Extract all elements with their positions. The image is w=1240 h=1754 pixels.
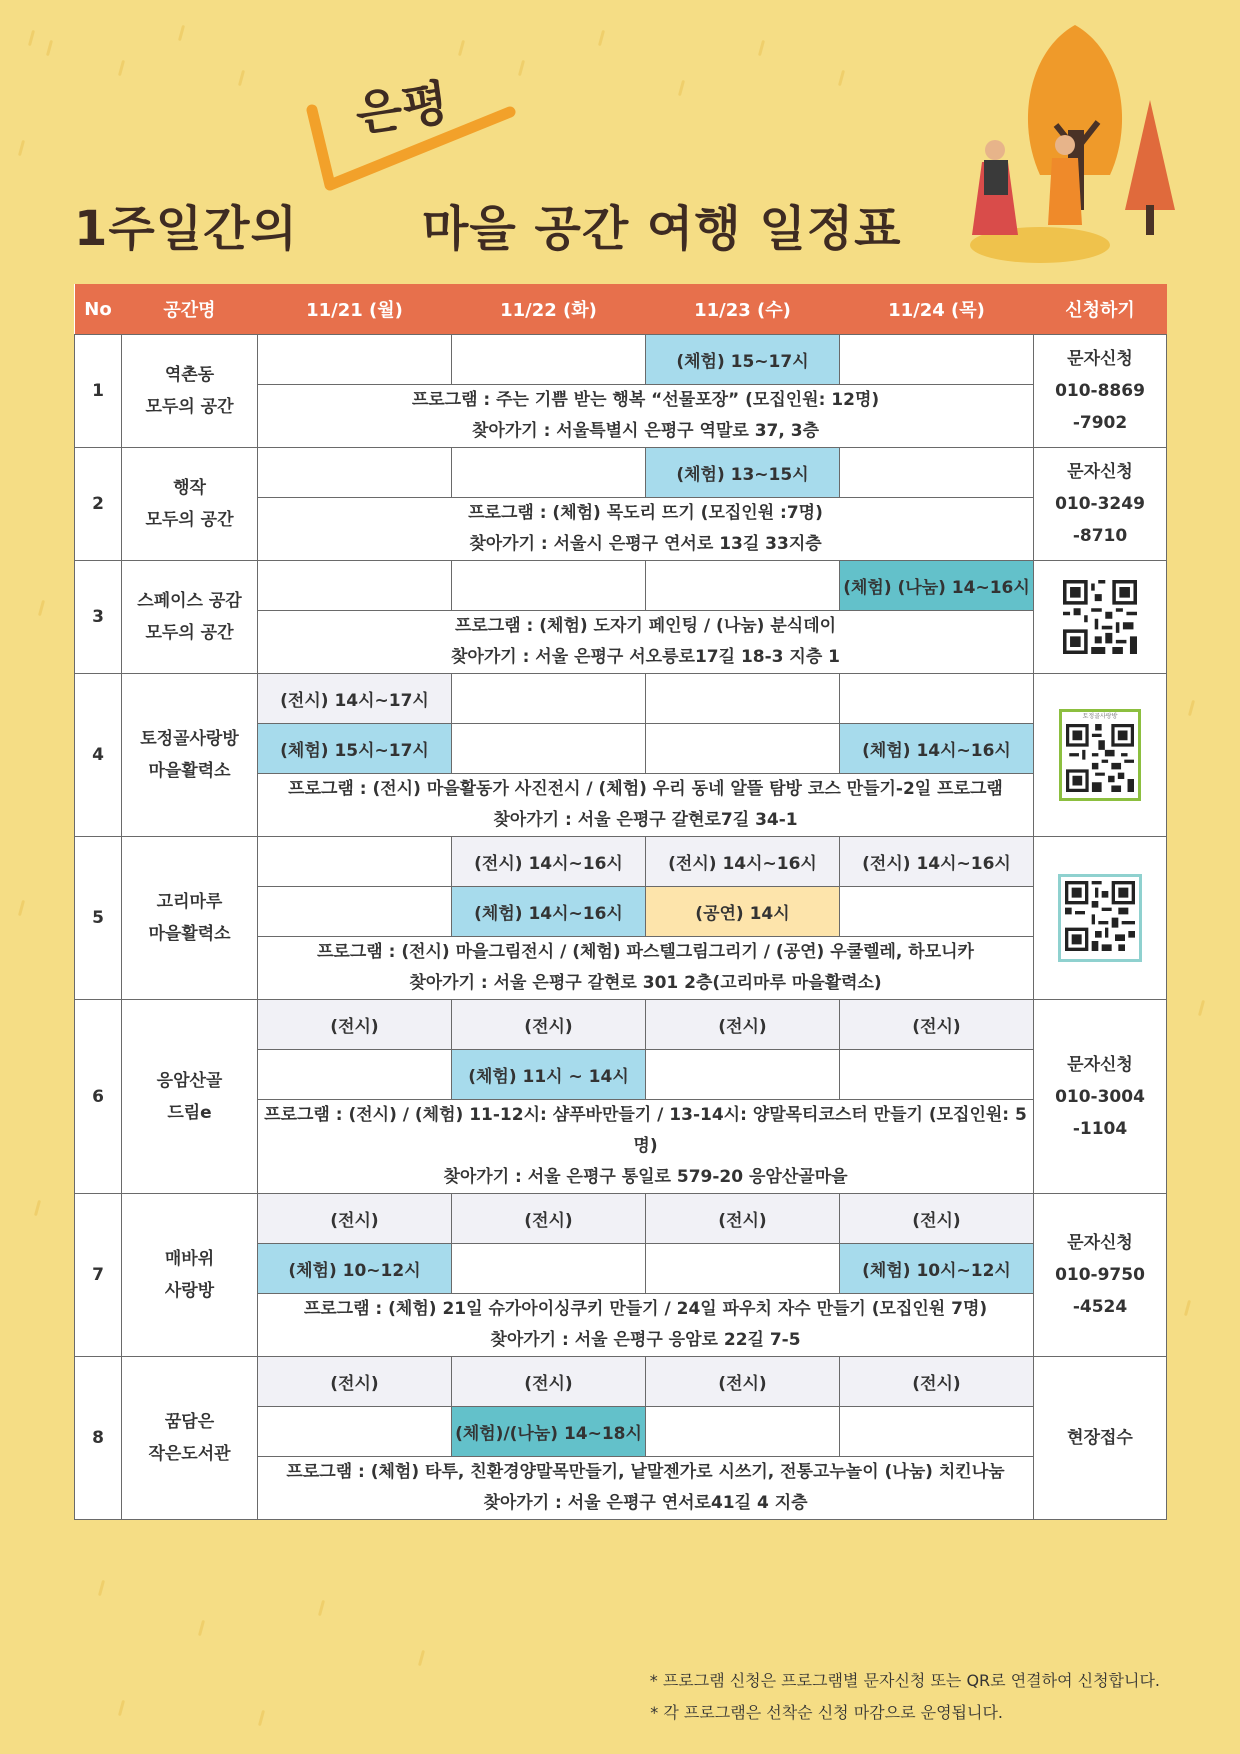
slot-cell: [452, 561, 646, 611]
footnote-apply: * 프로그램 신청은 프로그램별 문자신청 또는 QR로 연결하여 신청합니다.: [649, 1671, 1160, 1690]
apply-cell: [1034, 674, 1167, 837]
slot-cell: (체험) 13~15시: [646, 448, 840, 498]
space-name: 스페이스 공감 모두의 공간: [122, 561, 258, 674]
slot-cell: (전시): [646, 1194, 840, 1244]
program-cell: 프로그램 : (체험) 21일 슈가아이싱쿠키 만들기 / 24일 파우치 자수 만들기 (모집인원 7명) 찾아가기 : 서울 은평구 응암로 22길 7-5: [258, 1294, 1034, 1357]
row-no: 7: [75, 1194, 122, 1357]
slot-cell: [258, 448, 452, 498]
qr-code-icon[interactable]: [1059, 576, 1141, 658]
program-cell: 프로그램 : (전시) / (체험) 11-12시: 샴푸바만들기 / 13-14시: 양말목티코스터 만들기 (모집인원: 5명) 찾아가기 : 서울 은평구 통일로 579-20 응암산골마을: [258, 1100, 1034, 1194]
slot-cell: (전시) 14시~16시: [452, 837, 646, 887]
slot-cell: [452, 335, 646, 385]
slot-cell: [452, 724, 646, 774]
row-no: 1: [75, 335, 122, 448]
slot-cell: [646, 561, 840, 611]
slot-cell: (체험)/(나눔) 14~18시: [452, 1407, 646, 1457]
slot-cell: [258, 1407, 452, 1457]
slot-cell: (전시): [258, 1000, 452, 1050]
space-name: 매바위 사랑방: [122, 1194, 258, 1357]
slot-cell: (전시): [840, 1194, 1034, 1244]
slot-cell: (체험) 14시~16시: [452, 887, 646, 937]
slot-cell: (체험) 10~12시: [258, 1244, 452, 1294]
apply-cell: 문자신청 010-9750 -4524: [1034, 1194, 1167, 1357]
apply-cell: 문자신청 010-3004 -1104: [1034, 1000, 1167, 1194]
slot-cell: [258, 561, 452, 611]
slot-cell: (전시): [646, 1000, 840, 1050]
slot-cell: (전시): [840, 1000, 1034, 1050]
header-date-1121: 11/21 (월): [258, 284, 452, 335]
schedule-table: [74, 284, 1167, 1520]
slot-cell: [258, 1050, 452, 1100]
slot-cell: [840, 448, 1034, 498]
slot-cell: [452, 448, 646, 498]
program-cell: 프로그램 : (체험) 타투, 친환경양말목만들기, 낱말젠가로 시쓰기, 전통고누놀이 (나눔) 치킨나눔 찾아가기 : 서울 은평구 연서로41길 4 지층: [258, 1457, 1034, 1520]
title-left: 1주일간의: [74, 201, 298, 257]
slot-cell: (체험) 15~17시: [646, 335, 840, 385]
table-row: [75, 1194, 1167, 1244]
slot-cell: (전시): [452, 1000, 646, 1050]
table-row: [75, 674, 1167, 724]
slot-cell: (전시): [258, 1194, 452, 1244]
slot-cell: [840, 1050, 1034, 1100]
autumn-walk-illustration: [960, 10, 1190, 270]
table-row: [75, 448, 1167, 498]
slot-cell: (체험) (나눔) 14~16시: [840, 561, 1034, 611]
header-no: No: [75, 284, 122, 335]
space-name: 토정골사랑방 마을활력소: [122, 674, 258, 837]
table-row: [75, 335, 1167, 385]
slot-cell: (체험) 15시~17시: [258, 724, 452, 774]
slot-cell: [646, 724, 840, 774]
program-cell: 프로그램 : (전시) 마을활동가 사진전시 / (체험) 우리 동네 알뜰 탐방 코스 만들기-2일 프로그램 찾아가기 : 서울 은평구 갈현로7길 34-1: [258, 774, 1034, 837]
program-cell: 프로그램 : 주는 기쁨 받는 행복 “선물포장” (모집인원: 12명) 찾아가기 : 서울특별시 은평구 역말로 37, 3층: [258, 385, 1034, 448]
row-no: 3: [75, 561, 122, 674]
slot-cell: (체험) 10시~12시: [840, 1244, 1034, 1294]
header-space-name: 공간명: [122, 284, 258, 335]
apply-cell: 문자신청 010-8869 -7902: [1034, 335, 1167, 448]
table-row: [75, 561, 1167, 611]
slot-cell: (전시) 14시~17시: [258, 674, 452, 724]
slot-cell: [840, 335, 1034, 385]
qr-code-icon[interactable]: [1058, 874, 1142, 962]
space-name: 행작 모두의 공간: [122, 448, 258, 561]
program-cell: 프로그램 : (전시) 마을그림전시 / (체험) 파스텔그림그리기 / (공연) 우쿨렐레, 하모니카 찾아가기 : 서울 은평구 갈현로 301 2층(고리마루 마을활력소): [258, 937, 1034, 1000]
qr-label: 토정골사랑방: [1082, 713, 1118, 720]
space-name: 고리마루 마을활력소: [122, 837, 258, 1000]
footnote-firstcome: * 각 프로그램은 선착순 신청 마감으로 운영됩니다.: [650, 1703, 1003, 1722]
slot-cell: (전시): [840, 1357, 1034, 1407]
slot-cell: (전시) 14시~16시: [646, 837, 840, 887]
apply-cell: 현장접수: [1034, 1357, 1167, 1520]
slot-cell: (전시): [646, 1357, 840, 1407]
qr-code-icon[interactable]: [1059, 709, 1141, 801]
slot-cell: (전시): [452, 1194, 646, 1244]
table-header-row: [75, 284, 1167, 335]
slot-cell: [452, 1244, 646, 1294]
slot-cell: (전시): [452, 1357, 646, 1407]
slot-cell: [840, 674, 1034, 724]
table-row: [75, 837, 1167, 887]
slot-cell: [646, 674, 840, 724]
table-row: [75, 1357, 1167, 1407]
row-no: 6: [75, 1000, 122, 1194]
header-date-1124: 11/24 (목): [840, 284, 1034, 335]
slot-cell: [840, 1407, 1034, 1457]
apply-cell: [1034, 561, 1167, 674]
slot-cell: (전시) 14시~16시: [840, 837, 1034, 887]
header-apply: 신청하기: [1034, 284, 1167, 335]
row-no: 4: [75, 674, 122, 837]
title-right: 마을 공간 여행 일정표: [422, 201, 902, 257]
slot-cell: [258, 335, 452, 385]
space-name: 역촌동 모두의 공간: [122, 335, 258, 448]
header-date-1122: 11/22 (화): [452, 284, 646, 335]
space-name: 꿈담은 작은도서관: [122, 1357, 258, 1520]
slot-cell: [452, 674, 646, 724]
slot-cell: (체험) 14시~16시: [840, 724, 1034, 774]
table-row: [75, 1000, 1167, 1050]
slot-cell: [258, 887, 452, 937]
slot-cell: (공연) 14시: [646, 887, 840, 937]
slot-cell: (전시): [258, 1357, 452, 1407]
apply-cell: [1034, 837, 1167, 1000]
slot-cell: [646, 1244, 840, 1294]
slot-cell: [840, 887, 1034, 937]
slot-cell: (체험) 11시 ~ 14시: [452, 1050, 646, 1100]
row-no: 2: [75, 448, 122, 561]
apply-cell: 문자신청 010-3249 -8710: [1034, 448, 1167, 561]
row-no: 5: [75, 837, 122, 1000]
program-cell: 프로그램 : (체험) 목도리 뜨기 (모집인원 :7명) 찾아가기 : 서울시 은평구 연서로 13길 33지층: [258, 498, 1034, 561]
slot-cell: [646, 1050, 840, 1100]
header-date-1123: 11/23 (수): [646, 284, 840, 335]
row-no: 8: [75, 1357, 122, 1520]
slot-cell: [646, 1407, 840, 1457]
space-name: 응암산골 드림e: [122, 1000, 258, 1194]
title-accent: 은평: [352, 74, 452, 144]
slot-cell: [258, 837, 452, 887]
program-cell: 프로그램 : (체험) 도자기 페인팅 / (나눔) 분식데이 찾아가기 : 서울 은평구 서오릉로17길 18-3 지층 1: [258, 611, 1034, 674]
